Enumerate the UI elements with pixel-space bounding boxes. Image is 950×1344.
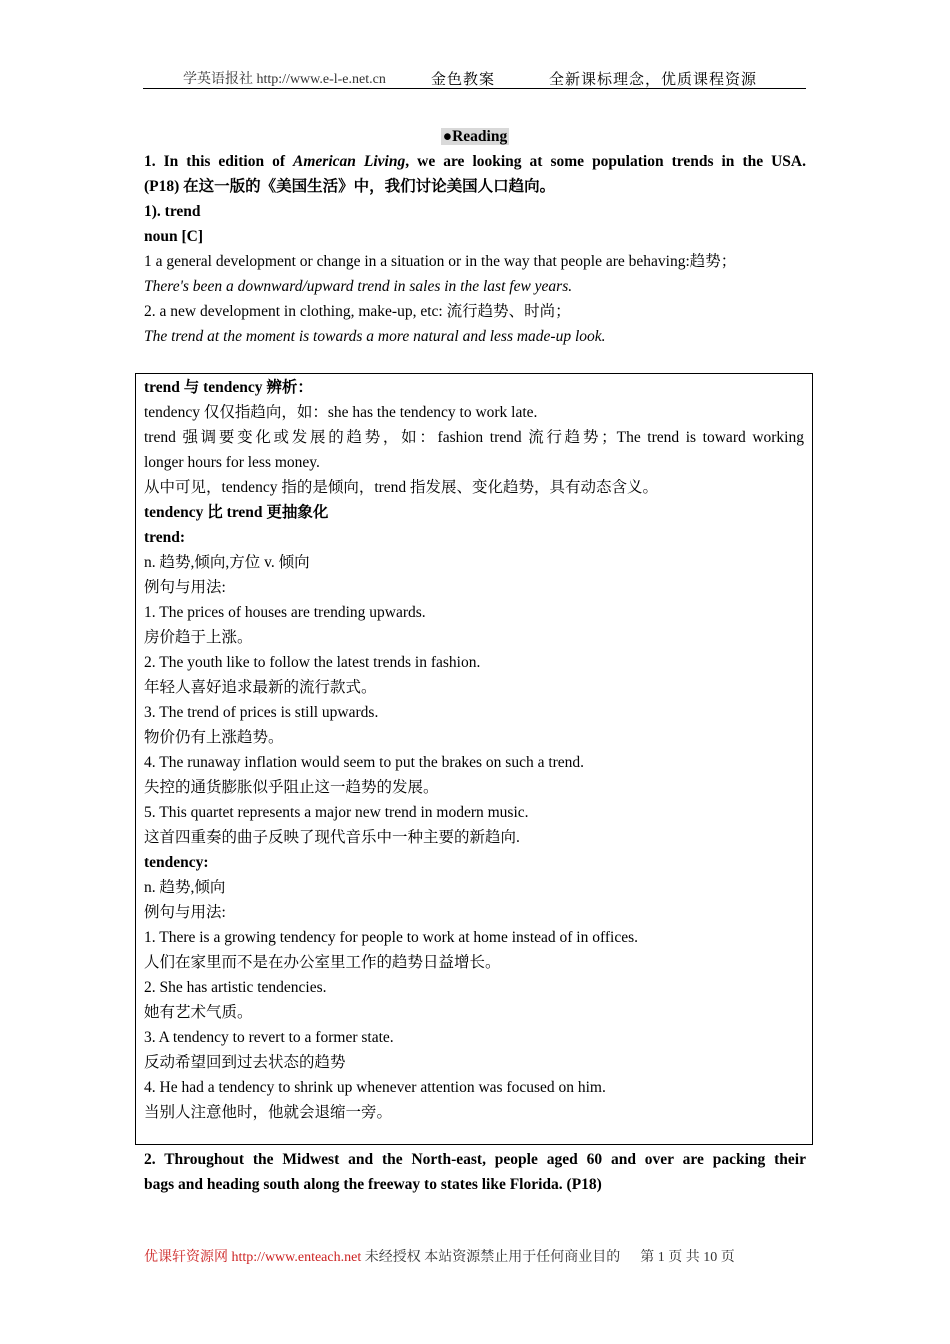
reading-section xyxy=(144,124,806,349)
example-1: There's been a downward/upward trend in sales in the last few years. xyxy=(144,278,573,295)
header-source: 学英语报社 http://www.e-l-e.net.cn xyxy=(183,72,386,87)
example-line: 4. The runaway inflation would seem to put the brakes on such a trend. xyxy=(144,754,585,771)
example-2: The trend at the moment is towards a more natural and less made-up look. xyxy=(144,328,606,345)
page-header xyxy=(143,66,806,89)
example-line: 5. This quartet represents a major new trend in modern music. xyxy=(144,804,529,821)
trend-pos: n. 趋势,倾向,方位 v. 倾向 xyxy=(144,554,310,571)
vocab-word: 1). trend xyxy=(144,203,201,220)
definition-1: 1 a general development or change in a situation or in the way that people are behaving:趋势； xyxy=(144,253,737,270)
usage-label: 例句与用法: xyxy=(144,904,226,921)
header-slogan: 全新课标理念，优质课程资源 xyxy=(549,72,758,88)
example-line: 她有艺术气质。 xyxy=(144,1004,253,1021)
reading-heading: ●Reading xyxy=(442,128,508,145)
example-line: 3. A tendency to revert to a former state. xyxy=(144,1029,394,1046)
question-1-text-a: 1. In this edition of xyxy=(144,153,294,170)
box-line: longer hours for less money. xyxy=(144,454,320,471)
question-2-line: bags and heading south along the freeway to states like Florida. (P18) xyxy=(144,1176,602,1193)
question-1-translation: (P18) 在这一版的《美国生活》中，我们讨论美国人口趋向。 xyxy=(144,178,556,195)
question-1 xyxy=(144,149,806,174)
example-line: 3. The trend of prices is still upwards. xyxy=(144,704,379,721)
example-line: 这首四重奏的曲子反映了现代音乐中一种主要的新趋向. xyxy=(144,829,520,846)
box-subtitle: tendency 比 trend 更抽象化 xyxy=(144,504,329,521)
usage-label: 例句与用法: xyxy=(144,579,226,596)
tendency-heading: tendency: xyxy=(144,854,209,871)
footer-site-link[interactable]: 优课轩资源网 http://www.enteach.net xyxy=(144,1250,362,1265)
example-line: 2. She has artistic tendencies. xyxy=(144,979,327,996)
box-line: 从中可见，tendency 指的是倾向，trend 指发展、变化趋势，具有动态含义。 xyxy=(144,479,659,496)
header-title: 金色教案 xyxy=(431,72,496,88)
question-2-line: 2. Throughout the Midwest and the North-east, people aged 60 and over are packing their xyxy=(144,1151,806,1168)
reading-heading-row xyxy=(144,124,806,149)
example-line: 2. The youth like to follow the latest trends in fashion. xyxy=(144,654,481,671)
example-line: 失控的通货膨胀似乎阻止这一趋势的发展。 xyxy=(144,779,439,796)
example-line: 房价趋于上涨。 xyxy=(144,629,253,646)
question-1-text-b: , we are looking at some population trends in the USA. xyxy=(405,153,806,170)
question-1-title: American Living xyxy=(293,153,406,170)
example-line: 反动希望回到过去状态的趋势 xyxy=(144,1054,346,1071)
example-line: 当别人注意他时，他就会退缩一旁。 xyxy=(144,1104,393,1121)
definition-2: 2. a new development in clothing, make-up, etc: 流行趋势、时尚； xyxy=(144,303,571,320)
footer-note: 未经授权 本站资源禁止用于任何商业目的 xyxy=(361,1250,621,1265)
part-of-speech: noun [C] xyxy=(144,228,204,245)
box-line: trend 强调要变化或发展的趋势，如：fashion trend 流行趋势；The trend is toward working xyxy=(144,429,804,446)
tendency-pos: n. 趋势,倾向 xyxy=(144,879,226,896)
example-line: 1. There is a growing tendency for people to work at home instead of in offices. xyxy=(144,929,638,946)
example-line: 物价仍有上涨趋势。 xyxy=(144,729,284,746)
page-number: 第 1 页 共 10 页 xyxy=(640,1250,735,1265)
box-title: trend 与 tendency 辨析： xyxy=(144,379,313,396)
comparison-box xyxy=(135,373,813,1145)
example-line: 1. The prices of houses are trending upwards. xyxy=(144,604,426,621)
example-line: 年轻人喜好追求最新的流行款式。 xyxy=(144,679,377,696)
page-footer xyxy=(144,1246,735,1266)
box-line: tendency 仅仅指趋向，如：she has the tendency to work late. xyxy=(144,404,538,421)
question-2 xyxy=(144,1147,806,1197)
example-line: 4. He had a tendency to shrink up whenever attention was focused on him. xyxy=(144,1079,606,1096)
example-line: 人们在家里而不是在办公室里工作的趋势日益增长。 xyxy=(144,954,501,971)
trend-heading: trend: xyxy=(144,529,186,546)
